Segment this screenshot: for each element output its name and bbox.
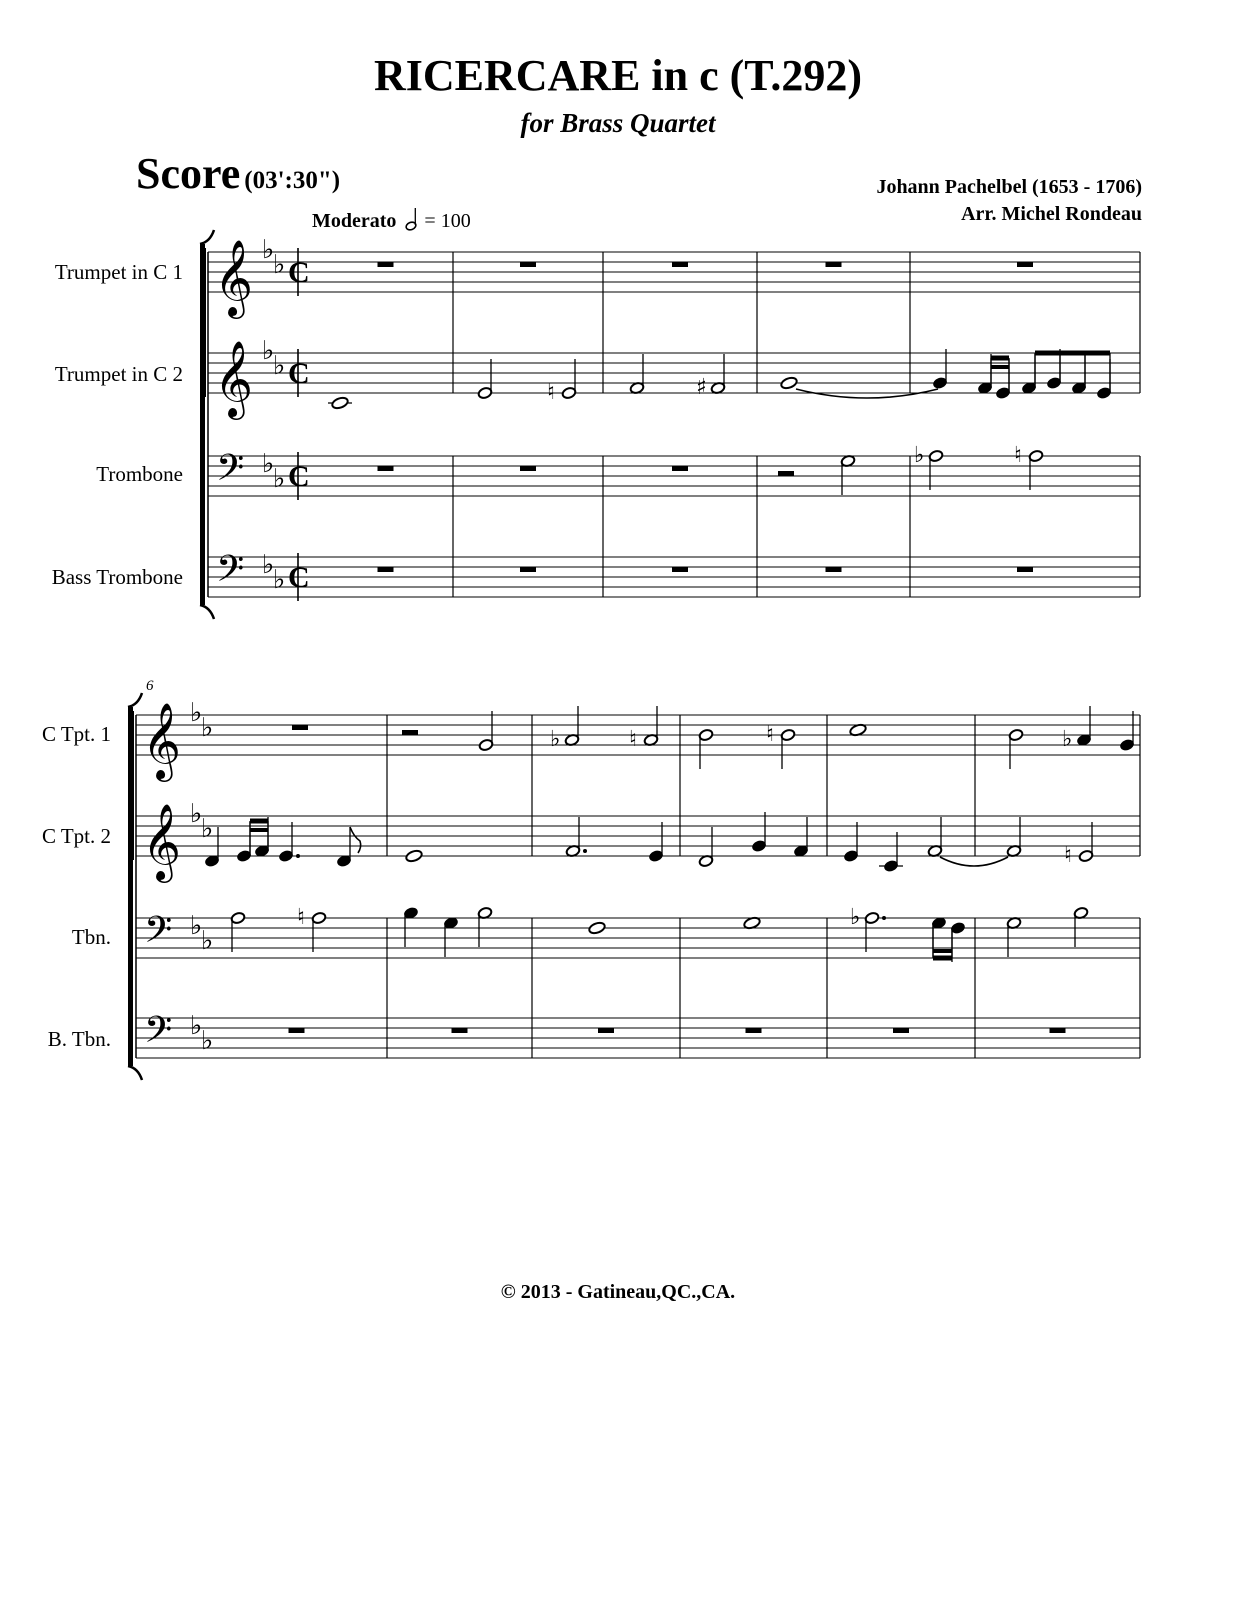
bracket-hook [200,605,214,619]
flat-icon: ♭ [190,799,203,829]
whole-rest [893,1028,909,1033]
score-title: RICERCARE in c (T.292) [373,51,863,100]
composer: Johann Pachelbel (1653 - 1706) [876,176,1142,198]
whole-rest [826,262,842,267]
bracket-hook [200,230,214,244]
cut-time-icon: C [288,460,310,493]
treble-clef-icon: 𝄞 [142,803,182,880]
cut-time-icon: C [288,256,310,289]
note-head [780,376,798,390]
beam [250,819,268,824]
note-head [588,921,606,935]
whole-rest [672,262,688,267]
whole-rest [378,567,394,572]
whole-rest [292,725,308,730]
dot [583,849,587,853]
flat-icon: ♭ [262,235,275,265]
score-label: Score [136,149,241,198]
dot [296,854,300,858]
bass-clef-icon: 𝄢 [144,909,173,960]
sharp-icon: ♯ [696,375,707,400]
duration: (03':30") [244,167,341,194]
measure-number: 6 [146,678,154,694]
flat-icon: ♭ [550,727,561,752]
whole-rest [520,466,536,471]
flat-icon: ♭ [914,443,925,468]
flat-icon: ♭ [273,250,286,280]
half-rest [402,730,418,735]
flat-icon: ♭ [201,814,214,844]
cut-time-icon: C [288,561,310,594]
flat-icon: ♭ [273,565,286,595]
flag [350,827,361,853]
flat-icon: ♭ [273,464,286,494]
natural-icon: ♮ [1014,443,1022,468]
whole-rest [1017,567,1033,572]
whole-rest [1050,1028,1066,1033]
whole-rest [520,262,536,267]
flat-icon: ♭ [262,550,275,580]
whole-rest [672,466,688,471]
natural-icon: ♮ [1064,843,1072,868]
whole-rest [1017,262,1033,267]
bracket-hook [128,693,142,707]
instrument-label: Trumpet in C 2 [54,362,183,386]
flat-icon: ♭ [190,698,203,728]
whole-rest [289,1028,305,1033]
flat-icon: ♭ [273,351,286,381]
whole-rest [452,1028,468,1033]
treble-clef-icon: 𝄞 [142,702,182,779]
half-rest [778,471,794,476]
natural-icon: ♮ [547,380,555,405]
flat-icon: ♭ [850,905,861,930]
note-head [331,396,349,410]
whole-rest [826,567,842,572]
beam [991,365,1009,369]
instrument-label: Tbn. [71,925,111,949]
whole-rest [672,567,688,572]
whole-rest [746,1028,762,1033]
bracket-hook [128,1066,142,1080]
bass-clef-icon: 𝄢 [216,447,245,498]
natural-icon: ♮ [766,722,774,747]
copyright: © 2013 - Gatineau,QC.,CA. [500,1281,736,1303]
flat-icon: ♭ [190,911,203,941]
beam [991,356,1009,361]
instrument-label: B. Tbn. [47,1027,111,1051]
tie [940,857,1008,866]
cut-time-icon: C [288,357,310,390]
flat-icon: ♭ [1062,727,1073,752]
note-head [405,849,423,863]
beam [933,949,952,953]
arranger: Arr. Michel Rondeau [961,203,1142,225]
whole-rest [520,567,536,572]
flat-icon: ♭ [262,449,275,479]
instrument-label: C Tpt. 2 [41,824,111,848]
instrument-label: Trumpet in C 1 [54,260,183,284]
natural-icon: ♮ [629,727,637,752]
brace [132,711,134,860]
beam [1035,351,1110,356]
tempo-text: Moderato [312,210,397,232]
beam [250,828,268,832]
instrument-label: Trombone [96,462,183,486]
whole-rest [598,1028,614,1033]
natural-icon: ♮ [297,905,305,930]
flat-icon: ♭ [262,336,275,366]
beam [933,956,952,961]
bass-clef-icon: 𝄢 [144,1009,173,1060]
whole-rest [378,262,394,267]
brace [204,248,206,397]
tempo-bpm: = 100 [424,210,471,232]
instrument-label: C Tpt. 1 [41,722,111,746]
whole-rest [378,466,394,471]
flat-icon: ♭ [190,1011,203,1041]
flat-icon: ♭ [201,1026,214,1056]
flat-icon: ♭ [201,926,214,956]
flat-icon: ♭ [201,713,214,743]
treble-clef-icon: 𝄞 [214,340,254,417]
instrument-label: Bass Trombone [51,565,183,589]
bass-clef-icon: 𝄢 [216,548,245,599]
treble-clef-icon: 𝄞 [214,239,254,316]
dot [882,916,886,920]
score-subtitle: for Brass Quartet [520,108,716,138]
